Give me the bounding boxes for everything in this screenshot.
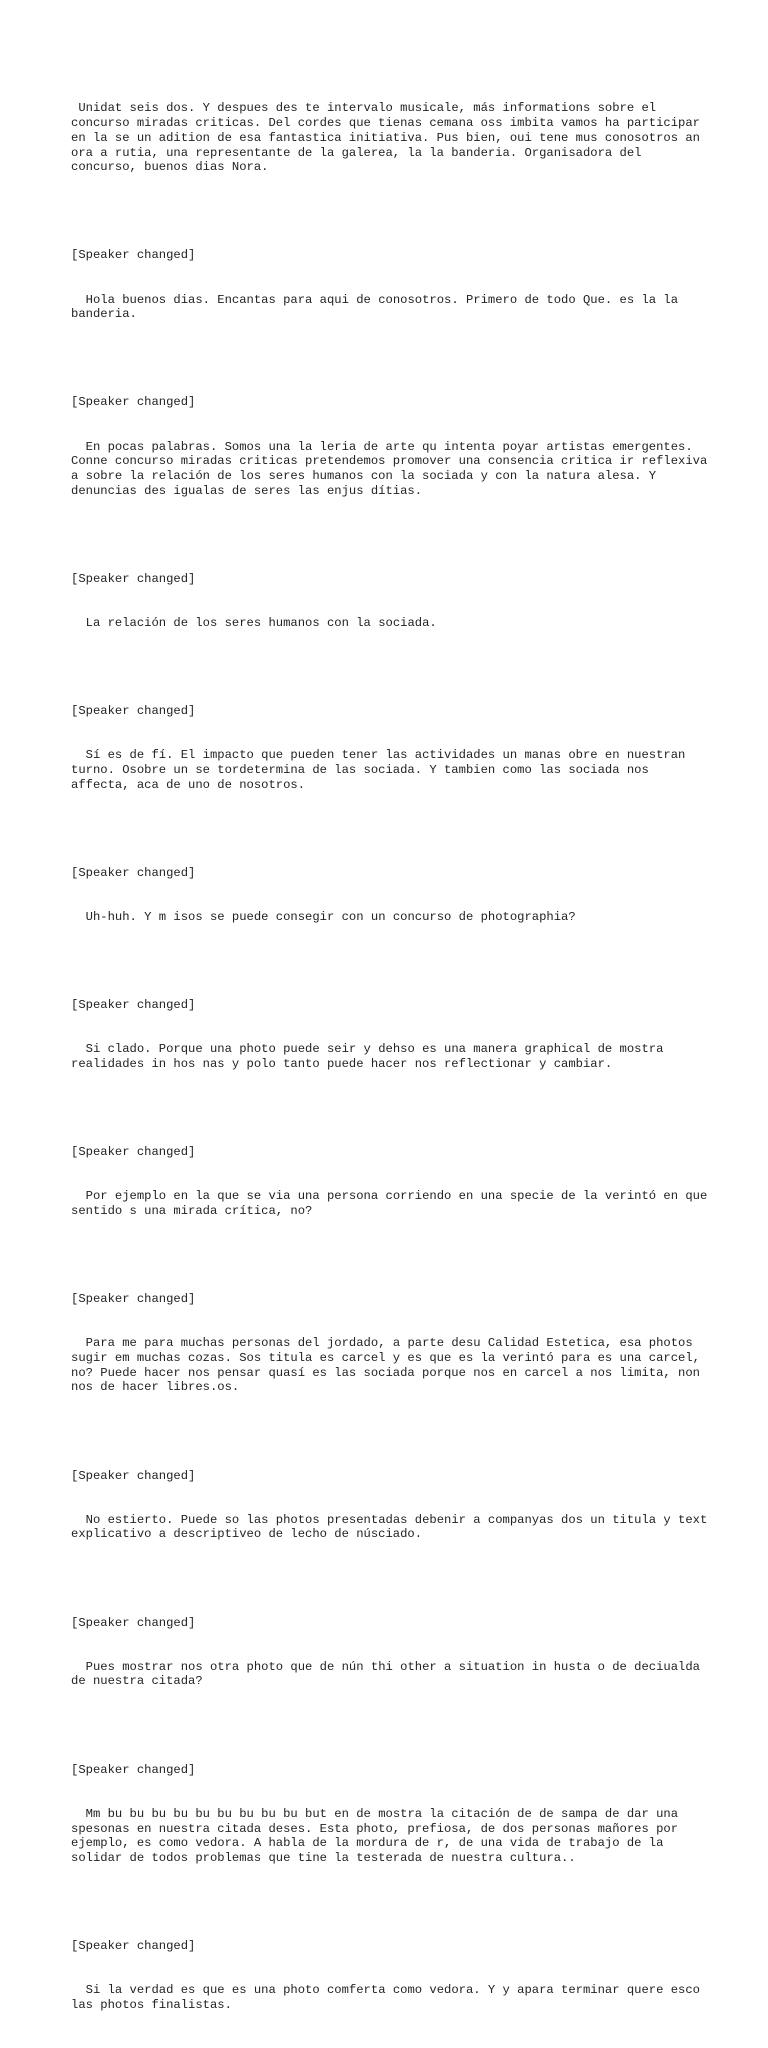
speaker-segment — [71, 969, 711, 1101]
speaker-segment — [71, 542, 711, 660]
speaker-change-marker: [Speaker changed] — [71, 1468, 196, 1483]
intro-text: Unidat seis dos. Y despues des te intervalo musicale, más informations sobre el concurso miradas criticas. Del cordes que tienas cemana oss imbita vamos ha participar en la se un adition de esa fantastica initiativa. Pus bien, oui tene mus conosotros an ora a rutia, una representante de la galerea, la la banderia. Organisadora del concurso, buenos dias Nora. — [71, 101, 708, 175]
speaker-segment — [71, 1733, 711, 1895]
utterance-text: Uh-huh. Y m isos se puede consegir con un concurso de photographia? — [71, 910, 576, 924]
speaker-segment — [71, 1263, 711, 1425]
speaker-segment — [71, 1439, 715, 1571]
utterance-text: No estierto. Puede so las photos presentadas debenir a companyas dos un titula y text explicativo a descriptiveo de lecho de núsciado. — [71, 1512, 715, 1542]
speaker-change-marker: [Speaker changed] — [71, 865, 196, 880]
speaker-segment — [71, 1910, 711, 2042]
transcript-body — [71, 72, 715, 2048]
speaker-segment — [71, 366, 715, 528]
speaker-segment — [71, 1116, 715, 1248]
speaker-change-marker: [Speaker changed] — [71, 704, 196, 719]
speaker-change-marker: [Speaker changed] — [71, 1939, 196, 1954]
speaker-change-marker: [Speaker changed] — [71, 1615, 196, 1630]
utterance-text: Mm bu bu bu bu bu bu bu bu bu but en de mostra la citación de de sampa de dar una spesonas en nuestra citada deses. Esta photo, prefiosa, de dos personas mañores por ejemplo, es como vedora. A habla de la mordura de r, de una vida de trabajo de la solidar de todos problemas que tine la testerada de nuestra cultura.. — [71, 1806, 686, 1865]
intro-paragraph — [71, 72, 711, 204]
speaker-segment — [71, 675, 711, 822]
utterance-text: Hola buenos dias. Encantas para aqui de conosotros. Primero de todo Que. es la la banderia. — [71, 292, 686, 322]
utterance-text: Pues mostrar nos otra photo que de nún thi other a situation in husta o de deciualda de nuestra citada? — [71, 1659, 708, 1689]
utterance-text: Para me para muchas personas del jordado, a parte desu Calidad Estetica, esa photos sugir em muchas cozas. Sos titula es carcel y es que es la verintó para es una carcel, no? Puede hacer nos pensar quasí es las sociada porque nos en carcel a nos limita, non nos de hacer libres.os. — [71, 1336, 708, 1395]
utterance-text: Sí es de fí. El impacto que pueden tener las actividades un manas obre en nuestran turno. Osobre un se tordetermina de las sociada. Y tambien como las sociada nos affecta, aca de uno de nosotros. — [71, 748, 693, 792]
speaker-segment — [71, 219, 711, 351]
utterance-text: Si clado. Porque una photo puede seir y dehso es una manera graphical de mostra realidades in hos nas y polo tanto puede hacer nos reflectionar y cambiar. — [71, 1042, 671, 1072]
speaker-segment — [71, 1586, 711, 1718]
speaker-change-marker: [Speaker changed] — [71, 395, 196, 410]
speaker-change-marker: [Speaker changed] — [71, 998, 196, 1013]
utterance-text: Por ejemplo en la que se via una persona corriendo en una specie de la verintó en que sentido s una mirada crítica, no? — [71, 1189, 715, 1219]
speaker-change-marker: [Speaker changed] — [71, 571, 196, 586]
speaker-change-marker: [Speaker changed] — [71, 248, 196, 263]
utterance-text: Si la verdad es que es una photo comferta como vedora. Y y apara terminar quere esco las photos finalistas. — [71, 1983, 708, 2012]
utterance-text: En pocas palabras. Somos una la leria de arte qu intenta poyar artistas emergentes. Conne concurso miradas criticas pretendemos promover una consencia critica ir reflexiva a sobre la relación de los seres humanos con la sociada y con la natura alesa. Y denuncias des igualas de seres las enjus dítias. — [71, 439, 715, 498]
speaker-change-marker: [Speaker changed] — [71, 1145, 196, 1160]
utterance-text: La relación de los seres humanos con la sociada. — [71, 615, 437, 630]
speaker-segment — [71, 836, 711, 954]
speaker-change-marker: [Speaker changed] — [71, 1292, 196, 1307]
speaker-change-marker: [Speaker changed] — [71, 1762, 196, 1777]
